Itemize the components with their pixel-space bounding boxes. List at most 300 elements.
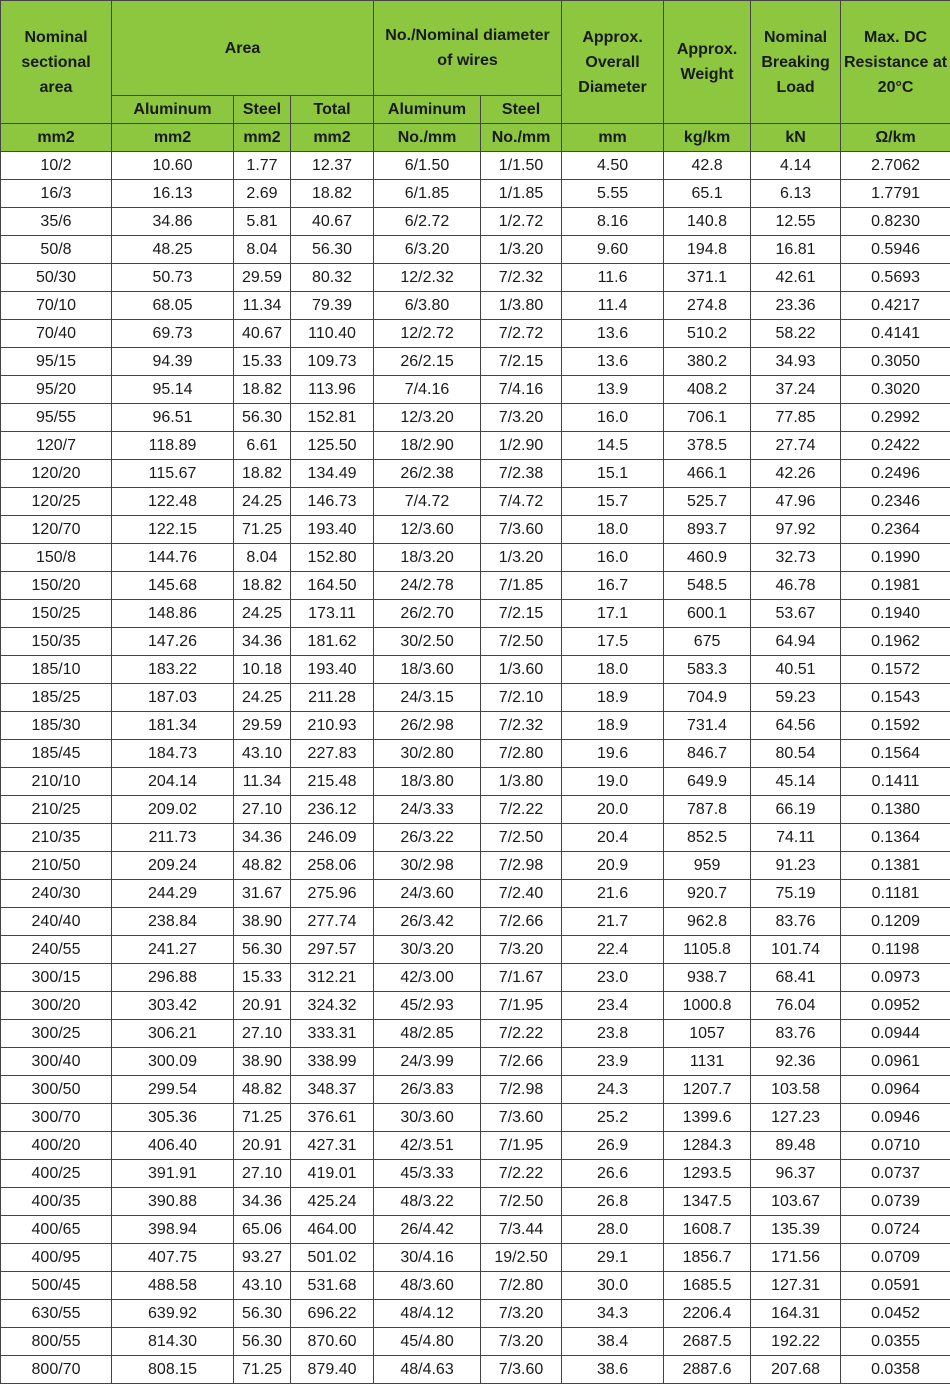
nominal-area-cell: 35/6 <box>1 208 112 236</box>
aluminum-wires-cell: 24/3.33 <box>374 796 481 824</box>
diameter-cell: 22.4 <box>562 936 664 964</box>
total-area-cell: 376.61 <box>291 1104 374 1132</box>
breaking-load-cell: 64.94 <box>751 628 841 656</box>
steel-area-cell: 48.82 <box>234 852 291 880</box>
steel-wires-cell: 1/3.20 <box>481 544 562 572</box>
nominal-area-cell: 50/8 <box>1 236 112 264</box>
total-area-cell: 173.11 <box>291 600 374 628</box>
total-area-cell: 258.06 <box>291 852 374 880</box>
steel-area-cell: 11.34 <box>234 292 291 320</box>
breaking-load-cell: 89.48 <box>751 1132 841 1160</box>
breaking-load-cell: 96.37 <box>751 1160 841 1188</box>
aluminum-area-cell: 145.68 <box>112 572 234 600</box>
table-row <box>1 404 950 432</box>
total-area-cell: 464.00 <box>291 1216 374 1244</box>
breaking-load-cell: 164.31 <box>751 1300 841 1328</box>
aluminum-area-cell: 406.40 <box>112 1132 234 1160</box>
header-wires: No./Nominal diameter of wires <box>374 1 562 96</box>
nominal-area-cell: 400/20 <box>1 1132 112 1160</box>
aluminum-wires-cell: 26/2.15 <box>374 348 481 376</box>
weight-cell: 371.1 <box>664 264 751 292</box>
breaking-load-cell: 42.26 <box>751 460 841 488</box>
nominal-area-cell: 400/25 <box>1 1160 112 1188</box>
diameter-cell: 23.9 <box>562 1048 664 1076</box>
header-nominal-sectional-area: Nominal sectional area <box>1 1 112 124</box>
aluminum-wires-cell: 18/3.60 <box>374 656 481 684</box>
steel-area-cell: 56.30 <box>234 404 291 432</box>
steel-wires-cell: 7/2.22 <box>481 1160 562 1188</box>
breaking-load-cell: 83.76 <box>751 908 841 936</box>
weight-cell: 460.9 <box>664 544 751 572</box>
steel-area-cell: 71.25 <box>234 1356 291 1384</box>
aluminum-wires-cell: 48/4.12 <box>374 1300 481 1328</box>
breaking-load-cell: 47.96 <box>751 488 841 516</box>
aluminum-wires-cell: 6/3.20 <box>374 236 481 264</box>
nominal-area-cell: 210/50 <box>1 852 112 880</box>
resistance-cell: 0.0710 <box>841 1132 950 1160</box>
nominal-area-cell: 240/40 <box>1 908 112 936</box>
nominal-area-cell: 50/30 <box>1 264 112 292</box>
table-row <box>1 936 950 964</box>
aluminum-wires-cell: 6/1.50 <box>374 152 481 180</box>
resistance-cell: 0.1572 <box>841 656 950 684</box>
weight-cell: 2206.4 <box>664 1300 751 1328</box>
total-area-cell: 193.40 <box>291 516 374 544</box>
total-area-cell: 80.32 <box>291 264 374 292</box>
diameter-cell: 13.6 <box>562 348 664 376</box>
aluminum-wires-cell: 48/2.85 <box>374 1020 481 1048</box>
aluminum-wires-cell: 26/2.38 <box>374 460 481 488</box>
aluminum-area-cell: 639.92 <box>112 1300 234 1328</box>
weight-cell: 380.2 <box>664 348 751 376</box>
steel-wires-cell: 7/2.40 <box>481 880 562 908</box>
weight-cell: 938.7 <box>664 964 751 992</box>
steel-wires-cell: 7/2.66 <box>481 908 562 936</box>
weight-cell: 959 <box>664 852 751 880</box>
aluminum-area-cell: 96.51 <box>112 404 234 432</box>
steel-wires-cell: 7/1.95 <box>481 1132 562 1160</box>
steel-wires-cell: 7/2.15 <box>481 600 562 628</box>
weight-cell: 1856.7 <box>664 1244 751 1272</box>
resistance-cell: 0.5693 <box>841 264 950 292</box>
resistance-cell: 0.1543 <box>841 684 950 712</box>
diameter-cell: 16.7 <box>562 572 664 600</box>
breaking-load-cell: 80.54 <box>751 740 841 768</box>
table-row <box>1 600 950 628</box>
aluminum-area-cell: 296.88 <box>112 964 234 992</box>
resistance-cell: 0.1990 <box>841 544 950 572</box>
aluminum-area-cell: 244.29 <box>112 880 234 908</box>
weight-cell: 1207.7 <box>664 1076 751 1104</box>
unit-cell: kg/km <box>664 124 751 152</box>
steel-area-cell: 56.30 <box>234 1328 291 1356</box>
diameter-cell: 17.5 <box>562 628 664 656</box>
weight-cell: 548.5 <box>664 572 751 600</box>
aluminum-wires-cell: 6/3.80 <box>374 292 481 320</box>
weight-cell: 378.5 <box>664 432 751 460</box>
nominal-area-cell: 210/35 <box>1 824 112 852</box>
weight-cell: 194.8 <box>664 236 751 264</box>
breaking-load-cell: 92.36 <box>751 1048 841 1076</box>
table-row <box>1 712 950 740</box>
resistance-cell: 0.0964 <box>841 1076 950 1104</box>
total-area-cell: 181.62 <box>291 628 374 656</box>
aluminum-wires-cell: 26/3.83 <box>374 1076 481 1104</box>
breaking-load-cell: 6.13 <box>751 180 841 208</box>
header-resistance: Max. DC Resistance at 20°C <box>841 1 950 124</box>
breaking-load-cell: 12.55 <box>751 208 841 236</box>
unit-cell: mm2 <box>1 124 112 152</box>
table-row <box>1 1272 950 1300</box>
breaking-load-cell: 46.78 <box>751 572 841 600</box>
total-area-cell: 531.68 <box>291 1272 374 1300</box>
breaking-load-cell: 76.04 <box>751 992 841 1020</box>
table-row <box>1 180 950 208</box>
diameter-cell: 18.9 <box>562 712 664 740</box>
aluminum-wires-cell: 30/4.16 <box>374 1244 481 1272</box>
weight-cell: 706.1 <box>664 404 751 432</box>
total-area-cell: 113.96 <box>291 376 374 404</box>
resistance-cell: 0.1380 <box>841 796 950 824</box>
steel-wires-cell: 7/3.20 <box>481 1328 562 1356</box>
diameter-cell: 14.5 <box>562 432 664 460</box>
resistance-cell: 0.0946 <box>841 1104 950 1132</box>
aluminum-area-cell: 808.15 <box>112 1356 234 1384</box>
unit-cell: No./mm <box>481 124 562 152</box>
table-row <box>1 1020 950 1048</box>
total-area-cell: 12.37 <box>291 152 374 180</box>
total-area-cell: 56.30 <box>291 236 374 264</box>
breaking-load-cell: 59.23 <box>751 684 841 712</box>
diameter-cell: 20.9 <box>562 852 664 880</box>
unit-cell: mm2 <box>291 124 374 152</box>
steel-area-cell: 10.18 <box>234 656 291 684</box>
aluminum-area-cell: 16.13 <box>112 180 234 208</box>
weight-cell: 408.2 <box>664 376 751 404</box>
breaking-load-cell: 66.19 <box>751 796 841 824</box>
steel-wires-cell: 7/2.98 <box>481 1076 562 1104</box>
table-row <box>1 1300 950 1328</box>
table-row <box>1 292 950 320</box>
total-area-cell: 879.40 <box>291 1356 374 1384</box>
aluminum-wires-cell: 12/2.32 <box>374 264 481 292</box>
steel-area-cell: 43.10 <box>234 1272 291 1300</box>
steel-area-cell: 43.10 <box>234 740 291 768</box>
header-area-steel: Steel <box>234 96 291 124</box>
weight-cell: 649.9 <box>664 768 751 796</box>
breaking-load-cell: 74.11 <box>751 824 841 852</box>
nominal-area-cell: 120/20 <box>1 460 112 488</box>
aluminum-area-cell: 95.14 <box>112 376 234 404</box>
diameter-cell: 19.0 <box>562 768 664 796</box>
resistance-cell: 0.1381 <box>841 852 950 880</box>
steel-wires-cell: 7/2.50 <box>481 1188 562 1216</box>
steel-wires-cell: 7/3.20 <box>481 404 562 432</box>
weight-cell: 2887.6 <box>664 1356 751 1384</box>
total-area-cell: 146.73 <box>291 488 374 516</box>
aluminum-area-cell: 398.94 <box>112 1216 234 1244</box>
breaking-load-cell: 58.22 <box>751 320 841 348</box>
steel-wires-cell: 7/2.38 <box>481 460 562 488</box>
aluminum-area-cell: 407.75 <box>112 1244 234 1272</box>
table-row <box>1 852 950 880</box>
breaking-load-cell: 68.41 <box>751 964 841 992</box>
breaking-load-cell: 40.51 <box>751 656 841 684</box>
table-row <box>1 264 950 292</box>
aluminum-wires-cell: 42/3.51 <box>374 1132 481 1160</box>
steel-area-cell: 18.82 <box>234 572 291 600</box>
resistance-cell: 0.0739 <box>841 1188 950 1216</box>
steel-area-cell: 34.36 <box>234 824 291 852</box>
steel-wires-cell: 7/3.20 <box>481 1300 562 1328</box>
aluminum-area-cell: 48.25 <box>112 236 234 264</box>
aluminum-area-cell: 204.14 <box>112 768 234 796</box>
aluminum-wires-cell: 24/2.78 <box>374 572 481 600</box>
total-area-cell: 79.39 <box>291 292 374 320</box>
steel-wires-cell: 1/1.85 <box>481 180 562 208</box>
diameter-cell: 13.6 <box>562 320 664 348</box>
steel-wires-cell: 7/1.95 <box>481 992 562 1020</box>
table-row <box>1 992 950 1020</box>
aluminum-wires-cell: 30/2.50 <box>374 628 481 656</box>
steel-area-cell: 71.25 <box>234 516 291 544</box>
resistance-cell: 0.0452 <box>841 1300 950 1328</box>
aluminum-area-cell: 115.67 <box>112 460 234 488</box>
aluminum-wires-cell: 30/3.60 <box>374 1104 481 1132</box>
resistance-cell: 0.0358 <box>841 1356 950 1384</box>
steel-area-cell: 18.82 <box>234 376 291 404</box>
diameter-cell: 18.0 <box>562 516 664 544</box>
aluminum-wires-cell: 26/2.70 <box>374 600 481 628</box>
steel-area-cell: 48.82 <box>234 1076 291 1104</box>
total-area-cell: 193.40 <box>291 656 374 684</box>
nominal-area-cell: 95/15 <box>1 348 112 376</box>
diameter-cell: 38.4 <box>562 1328 664 1356</box>
steel-wires-cell: 1/3.60 <box>481 656 562 684</box>
steel-area-cell: 34.36 <box>234 1188 291 1216</box>
table-row <box>1 908 950 936</box>
aluminum-area-cell: 488.58 <box>112 1272 234 1300</box>
breaking-load-cell: 16.81 <box>751 236 841 264</box>
steel-wires-cell: 1/3.20 <box>481 236 562 264</box>
resistance-cell: 0.2496 <box>841 460 950 488</box>
nominal-area-cell: 150/20 <box>1 572 112 600</box>
aluminum-wires-cell: 7/4.16 <box>374 376 481 404</box>
steel-area-cell: 5.81 <box>234 208 291 236</box>
aluminum-area-cell: 34.86 <box>112 208 234 236</box>
aluminum-wires-cell: 26/4.42 <box>374 1216 481 1244</box>
table-row <box>1 348 950 376</box>
weight-cell: 731.4 <box>664 712 751 740</box>
diameter-cell: 20.0 <box>562 796 664 824</box>
table-row <box>1 432 950 460</box>
breaking-load-cell: 32.73 <box>751 544 841 572</box>
nominal-area-cell: 150/8 <box>1 544 112 572</box>
total-area-cell: 236.12 <box>291 796 374 824</box>
nominal-area-cell: 120/70 <box>1 516 112 544</box>
breaking-load-cell: 23.36 <box>751 292 841 320</box>
resistance-cell: 0.1411 <box>841 768 950 796</box>
steel-area-cell: 20.91 <box>234 1132 291 1160</box>
aluminum-area-cell: 148.86 <box>112 600 234 628</box>
nominal-area-cell: 240/30 <box>1 880 112 908</box>
resistance-cell: 0.0355 <box>841 1328 950 1356</box>
table-row <box>1 824 950 852</box>
steel-area-cell: 27.10 <box>234 1020 291 1048</box>
steel-area-cell: 24.25 <box>234 684 291 712</box>
aluminum-area-cell: 306.21 <box>112 1020 234 1048</box>
aluminum-area-cell: 144.76 <box>112 544 234 572</box>
resistance-cell: 0.1564 <box>841 740 950 768</box>
breaking-load-cell: 97.92 <box>751 516 841 544</box>
aluminum-area-cell: 10.60 <box>112 152 234 180</box>
steel-wires-cell: 7/3.20 <box>481 936 562 964</box>
diameter-cell: 5.55 <box>562 180 664 208</box>
steel-wires-cell: 1/2.90 <box>481 432 562 460</box>
aluminum-area-cell: 118.89 <box>112 432 234 460</box>
weight-cell: 1685.5 <box>664 1272 751 1300</box>
resistance-cell: 0.0709 <box>841 1244 950 1272</box>
diameter-cell: 38.6 <box>562 1356 664 1384</box>
steel-area-cell: 18.82 <box>234 460 291 488</box>
steel-wires-cell: 7/2.98 <box>481 852 562 880</box>
table-row <box>1 796 950 824</box>
aluminum-wires-cell: 45/4.80 <box>374 1328 481 1356</box>
resistance-cell: 0.1592 <box>841 712 950 740</box>
steel-area-cell: 11.34 <box>234 768 291 796</box>
aluminum-wires-cell: 6/2.72 <box>374 208 481 236</box>
total-area-cell: 227.83 <box>291 740 374 768</box>
steel-wires-cell: 7/2.72 <box>481 320 562 348</box>
diameter-cell: 8.16 <box>562 208 664 236</box>
breaking-load-cell: 37.24 <box>751 376 841 404</box>
steel-wires-cell: 7/2.32 <box>481 264 562 292</box>
breaking-load-cell: 75.19 <box>751 880 841 908</box>
steel-area-cell: 24.25 <box>234 488 291 516</box>
weight-cell: 525.7 <box>664 488 751 516</box>
table-row <box>1 1132 950 1160</box>
breaking-load-cell: 27.74 <box>751 432 841 460</box>
aluminum-wires-cell: 48/3.22 <box>374 1188 481 1216</box>
aluminum-area-cell: 238.84 <box>112 908 234 936</box>
units-row <box>1 124 950 152</box>
unit-cell: No./mm <box>374 124 481 152</box>
diameter-cell: 19.6 <box>562 740 664 768</box>
weight-cell: 1057 <box>664 1020 751 1048</box>
breaking-load-cell: 34.93 <box>751 348 841 376</box>
steel-area-cell: 65.06 <box>234 1216 291 1244</box>
steel-area-cell: 1.77 <box>234 152 291 180</box>
steel-area-cell: 8.04 <box>234 544 291 572</box>
table-row <box>1 1048 950 1076</box>
nominal-area-cell: 120/25 <box>1 488 112 516</box>
aluminum-wires-cell: 48/3.60 <box>374 1272 481 1300</box>
aluminum-area-cell: 68.05 <box>112 292 234 320</box>
diameter-cell: 23.8 <box>562 1020 664 1048</box>
total-area-cell: 312.21 <box>291 964 374 992</box>
header-wires-aluminum: Aluminum <box>374 96 481 124</box>
steel-area-cell: 31.67 <box>234 880 291 908</box>
weight-cell: 920.7 <box>664 880 751 908</box>
steel-wires-cell: 1/3.80 <box>481 292 562 320</box>
aluminum-area-cell: 209.02 <box>112 796 234 824</box>
total-area-cell: 333.31 <box>291 1020 374 1048</box>
aluminum-wires-cell: 24/3.15 <box>374 684 481 712</box>
aluminum-wires-cell: 24/3.99 <box>374 1048 481 1076</box>
total-area-cell: 277.74 <box>291 908 374 936</box>
weight-cell: 1000.8 <box>664 992 751 1020</box>
table-row <box>1 236 950 264</box>
aluminum-area-cell: 50.73 <box>112 264 234 292</box>
table-row <box>1 544 950 572</box>
header-weight: Approx. Weight <box>664 1 751 124</box>
breaking-load-cell: 171.56 <box>751 1244 841 1272</box>
nominal-area-cell: 800/70 <box>1 1356 112 1384</box>
resistance-cell: 0.1198 <box>841 936 950 964</box>
weight-cell: 1131 <box>664 1048 751 1076</box>
resistance-cell: 0.4217 <box>841 292 950 320</box>
total-area-cell: 152.81 <box>291 404 374 432</box>
total-area-cell: 125.50 <box>291 432 374 460</box>
steel-wires-cell: 7/2.50 <box>481 824 562 852</box>
aluminum-area-cell: 181.34 <box>112 712 234 740</box>
table-row <box>1 320 950 348</box>
resistance-cell: 0.0724 <box>841 1216 950 1244</box>
diameter-cell: 21.7 <box>562 908 664 936</box>
nominal-area-cell: 800/55 <box>1 1328 112 1356</box>
steel-wires-cell: 7/2.22 <box>481 796 562 824</box>
breaking-load-cell: 103.67 <box>751 1188 841 1216</box>
diameter-cell: 16.0 <box>562 544 664 572</box>
nominal-area-cell: 400/35 <box>1 1188 112 1216</box>
resistance-cell: 0.1209 <box>841 908 950 936</box>
aluminum-wires-cell: 30/2.80 <box>374 740 481 768</box>
breaking-load-cell: 101.74 <box>751 936 841 964</box>
steel-area-cell: 29.59 <box>234 712 291 740</box>
nominal-area-cell: 300/25 <box>1 1020 112 1048</box>
unit-cell: mm2 <box>234 124 291 152</box>
steel-area-cell: 15.33 <box>234 348 291 376</box>
nominal-area-cell: 400/65 <box>1 1216 112 1244</box>
resistance-cell: 0.0591 <box>841 1272 950 1300</box>
aluminum-area-cell: 122.48 <box>112 488 234 516</box>
total-area-cell: 18.82 <box>291 180 374 208</box>
steel-wires-cell: 1/3.80 <box>481 768 562 796</box>
diameter-cell: 30.0 <box>562 1272 664 1300</box>
aluminum-wires-cell: 12/2.72 <box>374 320 481 348</box>
breaking-load-cell: 127.23 <box>751 1104 841 1132</box>
aluminum-wires-cell: 30/2.98 <box>374 852 481 880</box>
breaking-load-cell: 207.68 <box>751 1356 841 1384</box>
steel-area-cell: 6.61 <box>234 432 291 460</box>
nominal-area-cell: 16/3 <box>1 180 112 208</box>
diameter-cell: 34.3 <box>562 1300 664 1328</box>
resistance-cell: 0.0973 <box>841 964 950 992</box>
unit-cell: kN <box>751 124 841 152</box>
aluminum-wires-cell: 24/3.60 <box>374 880 481 908</box>
table-row <box>1 208 950 236</box>
total-area-cell: 246.09 <box>291 824 374 852</box>
resistance-cell: 0.3050 <box>841 348 950 376</box>
breaking-load-cell: 42.61 <box>751 264 841 292</box>
steel-area-cell: 56.30 <box>234 1300 291 1328</box>
total-area-cell: 109.73 <box>291 348 374 376</box>
weight-cell: 466.1 <box>664 460 751 488</box>
unit-cell: mm2 <box>112 124 234 152</box>
total-area-cell: 338.99 <box>291 1048 374 1076</box>
aluminum-area-cell: 184.73 <box>112 740 234 768</box>
total-area-cell: 134.49 <box>291 460 374 488</box>
